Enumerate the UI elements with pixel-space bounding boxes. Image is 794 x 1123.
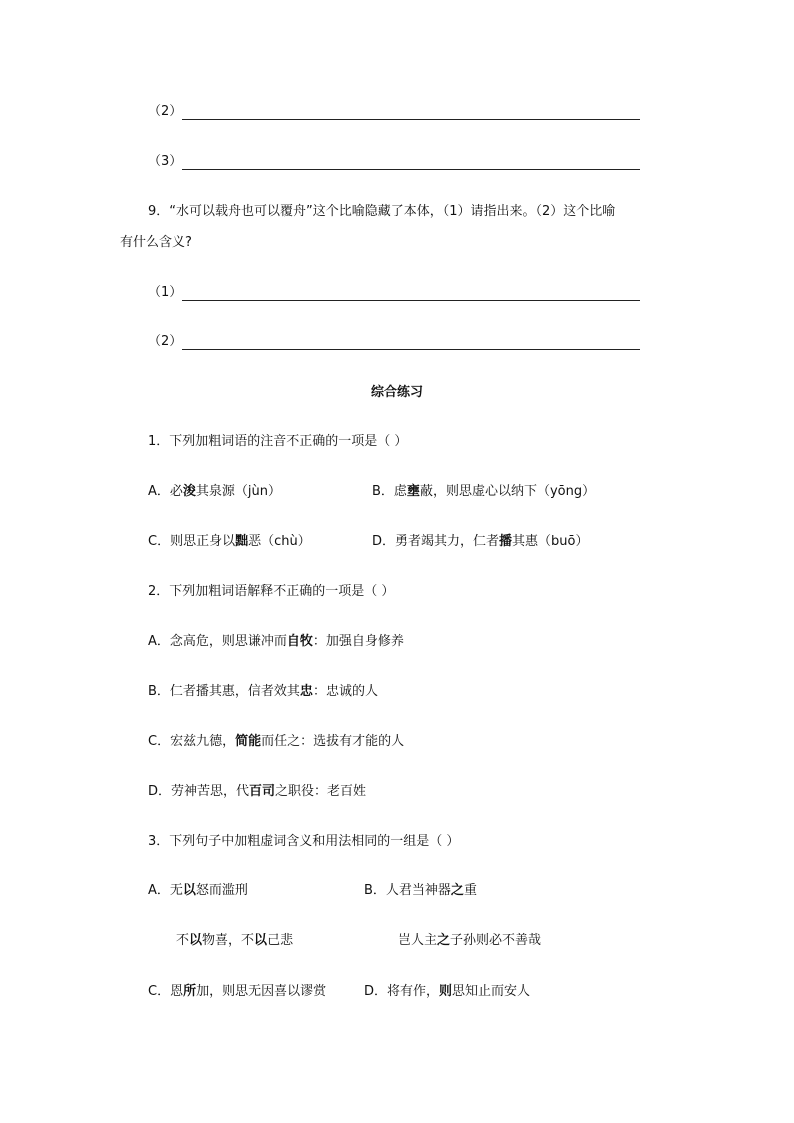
question-2-option-a: A．念高危，则思谦冲而自牧：加强自身修养	[148, 634, 404, 649]
question-3-option-b-line-2: 岂人主之子孙则必不善哉	[398, 933, 542, 948]
question-2-option-b: B．仁者播其惠，信者效其忠：忠诚的人	[148, 684, 378, 699]
answer-number: （3）	[148, 154, 183, 169]
answer-line-q9-1[interactable]	[148, 284, 640, 302]
question-3-option-a-line-1: A．无以怒而滥刑	[148, 883, 248, 898]
question-3-option-a-line-2: 不以物喜，不以己悲	[176, 933, 294, 948]
question-3-stem: 3．下列句子中加粗虚词含义和用法相同的一组是（ ）	[148, 834, 460, 849]
answer-line-q9-2[interactable]	[148, 333, 640, 351]
question-1-option-b: B．虑壅蔽，则思虚心以纳下（yōng）	[372, 484, 596, 499]
answer-number: （2）	[148, 104, 183, 119]
bold-term: 简能	[235, 734, 262, 749]
bold-term: 忠	[299, 684, 313, 699]
question-3-option-d: D．将有作，则思知止而安人	[364, 984, 531, 999]
section-title: 综合练习	[370, 385, 423, 400]
bold-term: 浚	[182, 484, 196, 499]
bold-term: 以	[254, 933, 268, 948]
answer-line-3[interactable]	[148, 153, 640, 171]
bold-term: 黜	[235, 534, 249, 549]
question-3-option-c: C．恩所加，则思无因喜以谬赏	[148, 984, 327, 999]
answer-underline	[182, 300, 640, 301]
question-2-stem: 2．下列加粗词语解释不正确的一项是（ ）	[148, 584, 395, 599]
bold-term: 百司	[249, 784, 276, 799]
question-3-option-b-line-1: B．人君当神器之重	[364, 883, 477, 898]
bold-term: 自牧	[286, 634, 313, 649]
question-9-line-1: 9．“水可以载舟也可以覆舟”这个比喻隐藏了本体，（1）请指出来。（2）这个比喻	[148, 204, 616, 219]
answer-line-2[interactable]	[148, 103, 640, 121]
question-1-stem: 1．下列加粗词语的注音不正确的一项是（ ）	[148, 434, 408, 449]
bold-term: 所	[183, 984, 197, 999]
answer-number: （2）	[148, 334, 183, 349]
answer-underline	[182, 169, 640, 170]
question-2-option-c: C．宏兹九德，简能而任之：选拔有才能的人	[148, 734, 405, 749]
question-1-option-d: D．勇者竭其力，仁者播其惠（buō）	[372, 534, 589, 549]
question-2-option-d: D．劳神苦思，代百司之职役：老百姓	[148, 784, 367, 799]
bold-term: 之	[437, 933, 451, 948]
bold-term: 则	[439, 984, 453, 999]
question-9-line-2: 有什么含义?	[120, 235, 192, 250]
answer-number: （1）	[148, 285, 183, 300]
question-1-option-a: A．必浚其泉源（jùn）	[148, 484, 282, 499]
bold-term: 壅	[406, 484, 420, 499]
answer-underline	[182, 119, 640, 120]
bold-term: 之	[450, 883, 464, 898]
bold-term: 以	[189, 933, 203, 948]
question-1-option-c: C．则思正身以黜恶（chù）	[148, 534, 311, 549]
answer-underline	[182, 349, 640, 350]
bold-term: 播	[499, 534, 513, 549]
bold-term: 以	[182, 883, 196, 898]
